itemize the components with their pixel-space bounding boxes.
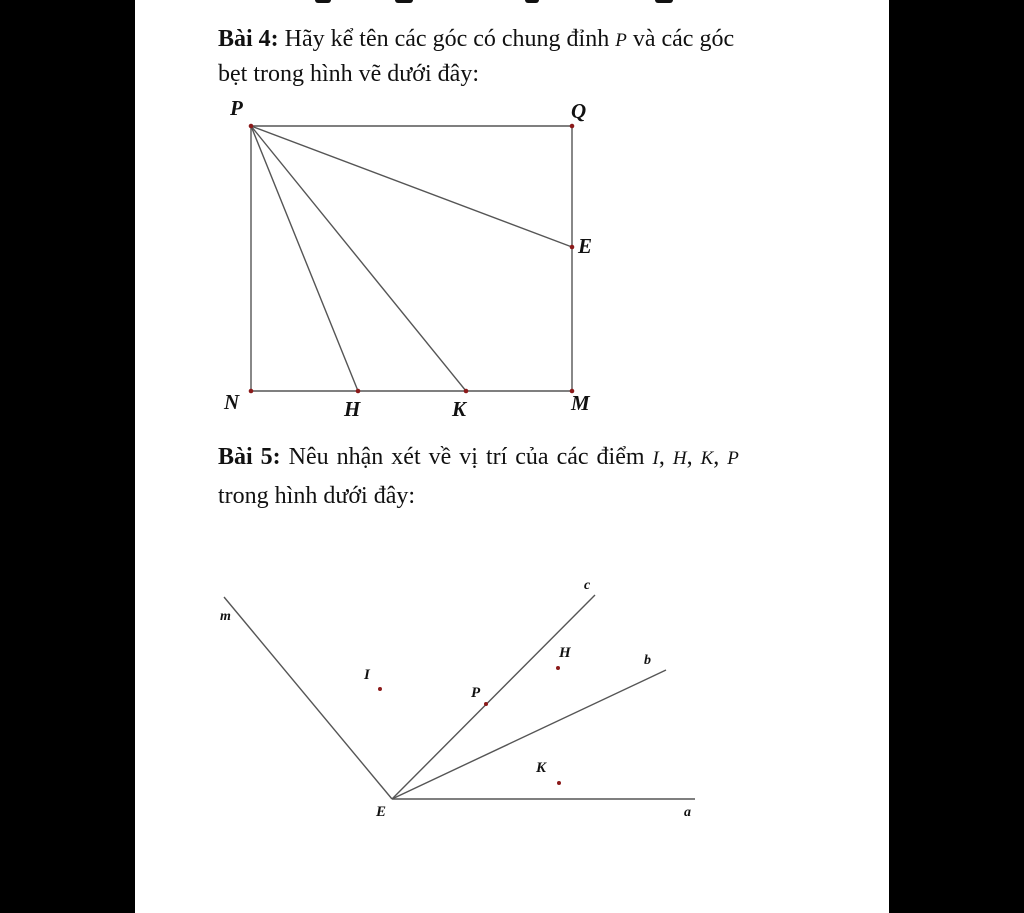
exercise-5-prompt-line2: trong hình dưới đây: xyxy=(218,483,416,509)
point-K xyxy=(464,389,469,394)
ray-Eb xyxy=(392,670,666,799)
exercise-5-sep: , xyxy=(658,444,673,470)
label-M: M xyxy=(571,391,590,415)
figure-2-labels xyxy=(220,578,691,820)
segment-PH xyxy=(251,126,358,391)
label-E: E xyxy=(376,804,387,820)
exercise-5-text: Nêu nhận xét về vị trí của các điểm xyxy=(280,444,653,470)
label-a: a xyxy=(684,805,691,820)
point-I xyxy=(378,687,382,691)
exercise-5-point-P: P xyxy=(727,448,739,469)
figure-1-labels xyxy=(223,96,592,421)
ray-Ec xyxy=(392,595,595,799)
point-N xyxy=(249,389,254,394)
exercise-4-vertex: P xyxy=(615,30,627,51)
label-Q: Q xyxy=(571,99,587,123)
point-K xyxy=(557,781,561,785)
point-Q xyxy=(570,124,575,129)
label-P: P xyxy=(471,685,481,701)
label-H: H xyxy=(559,645,571,661)
geometry-figures xyxy=(135,0,889,913)
ray-Em xyxy=(224,597,392,799)
figure-2-points xyxy=(378,666,561,785)
exercise-5-label: Bài 5: xyxy=(218,444,281,470)
label-H: H xyxy=(344,397,361,421)
exercise-5-point-K: K xyxy=(700,448,714,469)
label-E: E xyxy=(578,234,593,258)
exercise-5-sep: , xyxy=(713,444,728,470)
label-I: I xyxy=(364,667,370,683)
point-H xyxy=(356,389,361,394)
label-N: N xyxy=(224,390,240,414)
exercise-4-text: Hãy kể tên các góc có chung đỉnh xyxy=(278,26,616,52)
label-K: K xyxy=(452,397,467,421)
figure-1 xyxy=(251,126,572,391)
label-c: c xyxy=(584,578,591,593)
exercise-5-point-I: I xyxy=(652,448,659,469)
point-E xyxy=(570,245,575,250)
label-K: K xyxy=(536,760,547,776)
segment-PE xyxy=(251,126,572,247)
label-P: P xyxy=(230,96,243,120)
point-H xyxy=(556,666,560,670)
figure-1-points xyxy=(249,124,575,394)
exercise-4-prompt-line2: bẹt trong hình vẽ dưới đây: xyxy=(218,61,479,87)
point-P xyxy=(484,702,488,706)
figure-2 xyxy=(224,595,695,799)
document-page xyxy=(135,0,889,913)
label-b: b xyxy=(644,653,651,668)
point-P xyxy=(249,124,254,129)
exercise-4-text-end: và các góc xyxy=(626,26,735,52)
label-m: m xyxy=(220,609,231,624)
segment-PK xyxy=(251,126,466,391)
exercise-5-point-H: H xyxy=(672,448,687,469)
exercise-5-sep: , xyxy=(686,444,701,470)
exercise-4-label: Bài 4: xyxy=(218,26,279,52)
